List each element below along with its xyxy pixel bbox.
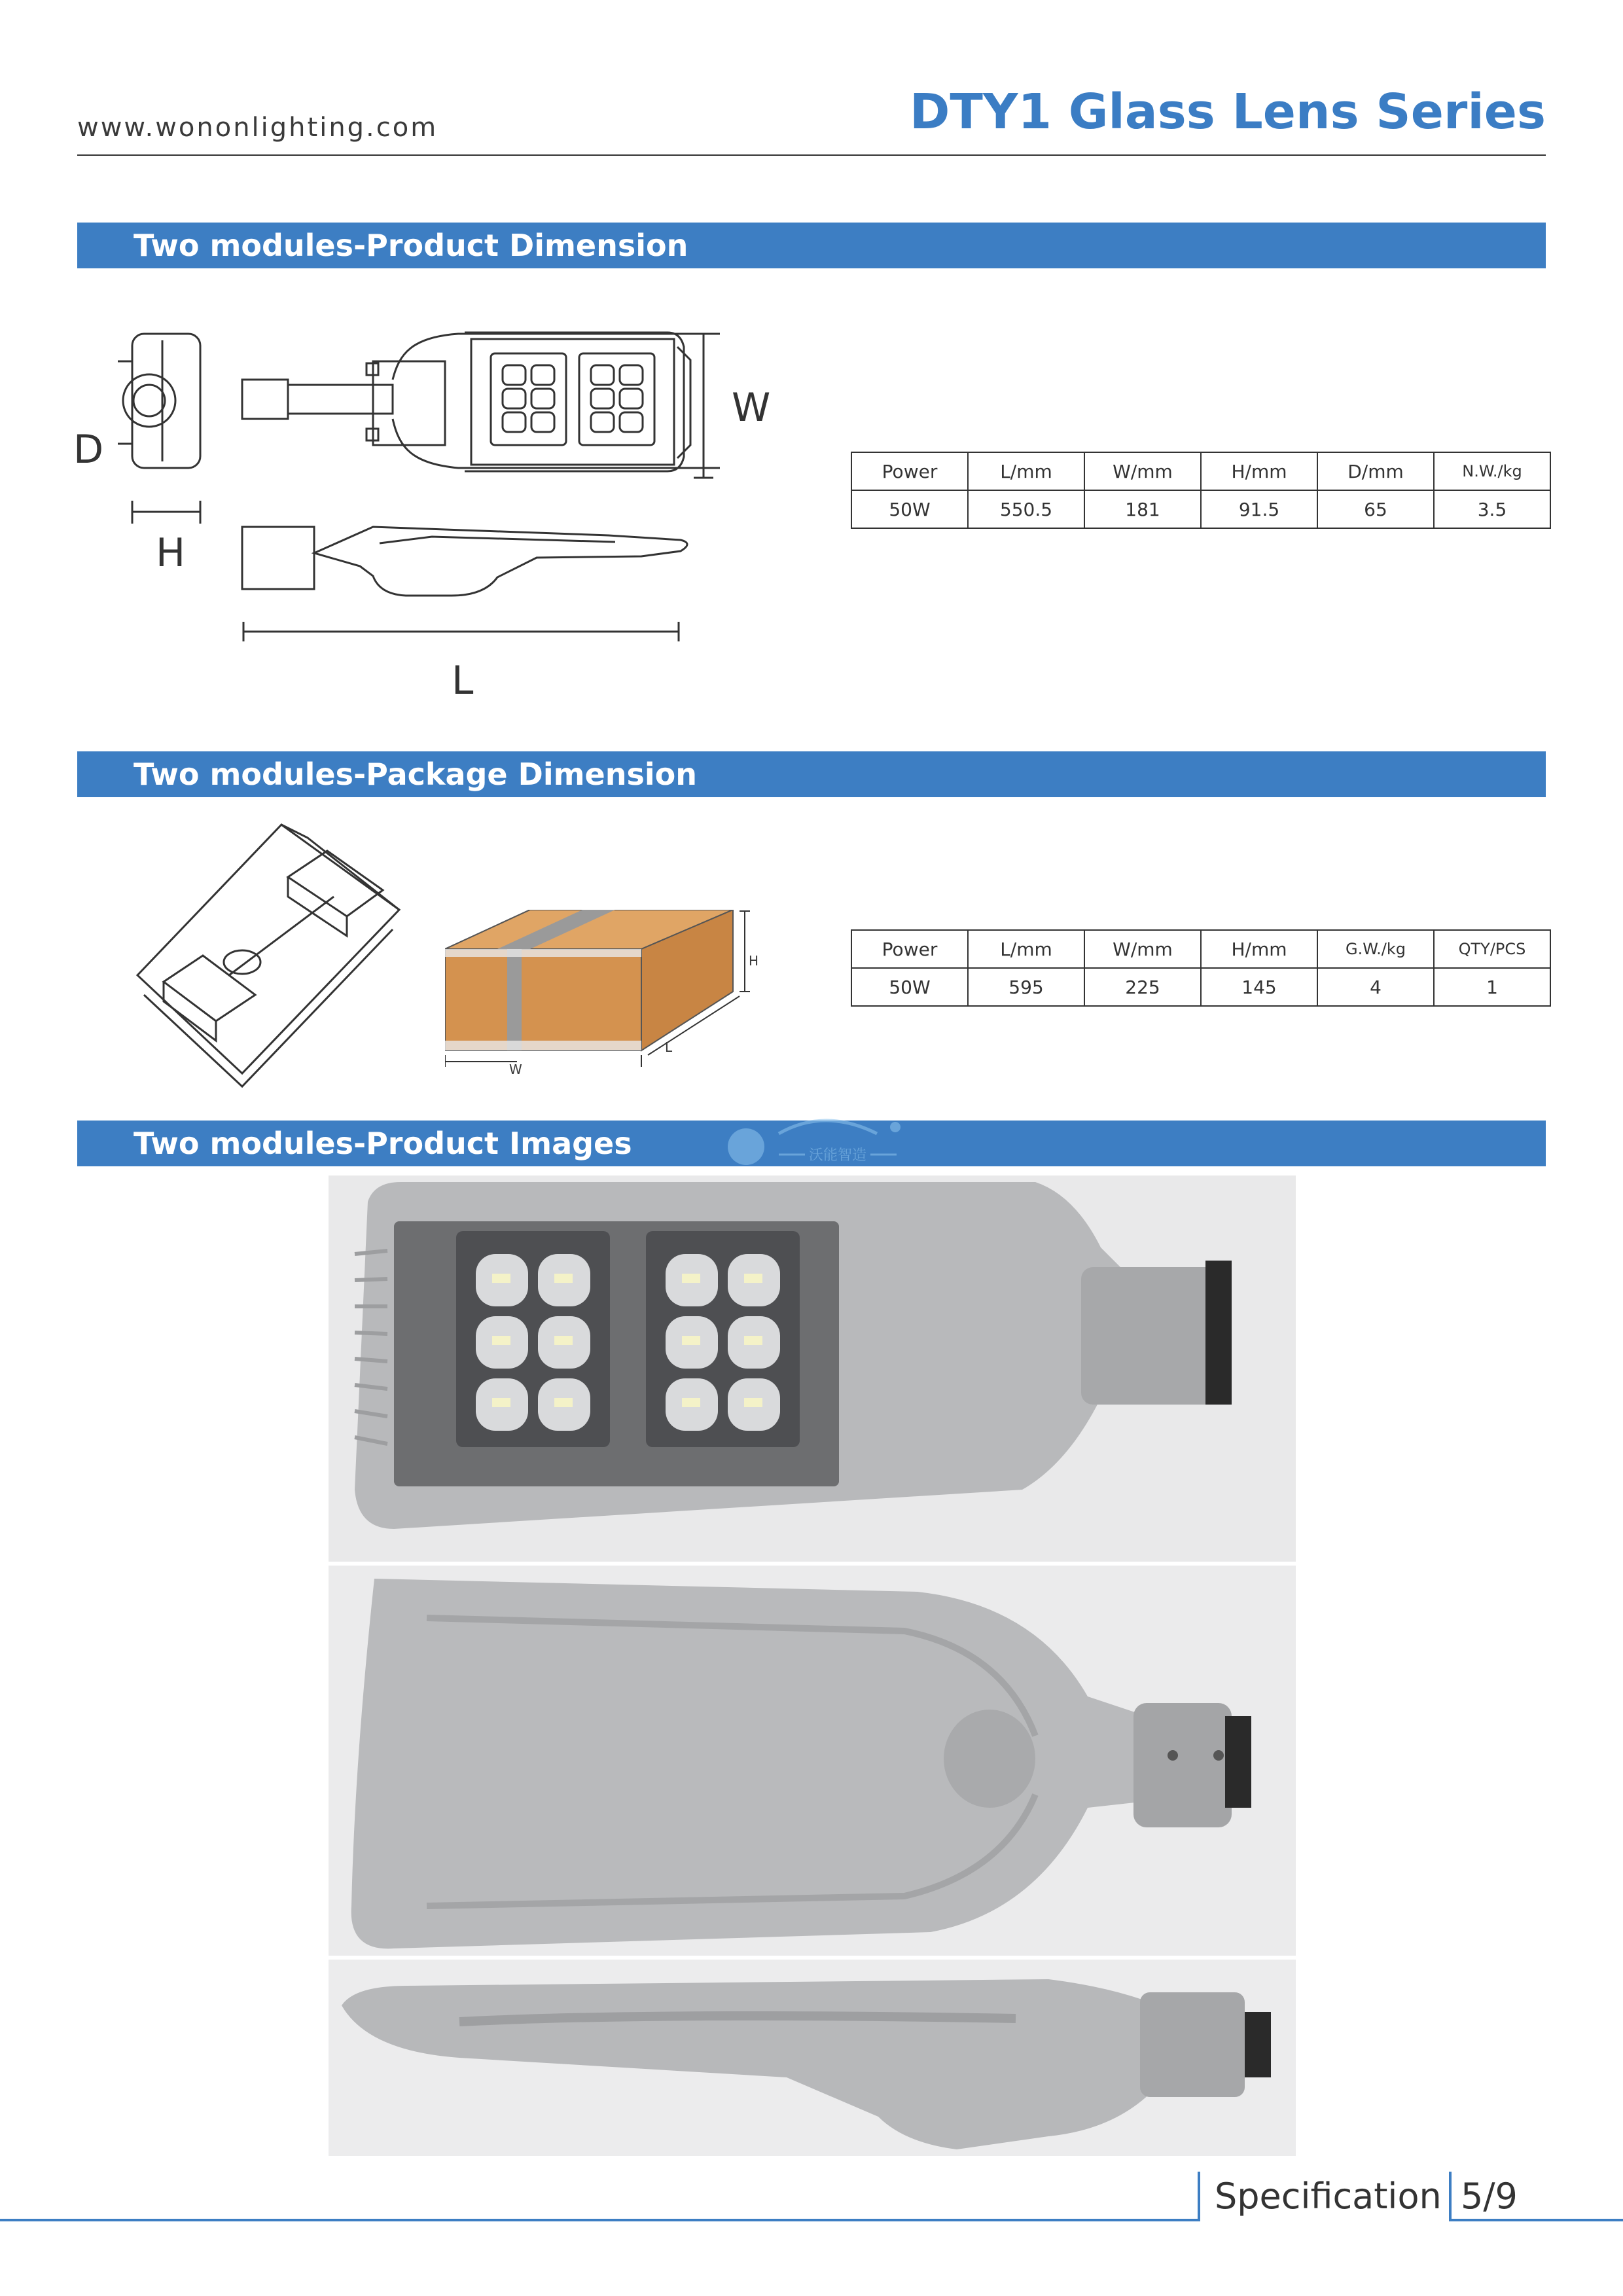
table-cell: 65 [1317, 490, 1434, 528]
footer-divider-left [0, 2219, 1198, 2221]
table-header-cell: Power [851, 452, 968, 490]
series-title: DTY1 Glass Lens Series [909, 84, 1546, 140]
table-header-cell: D/mm [1317, 452, 1434, 490]
table-header-cell: QTY/PCS [1434, 930, 1550, 968]
table-cell: 595 [968, 968, 1084, 1006]
table-header-cell: N.W./kg [1434, 452, 1550, 490]
table-header-cell: H/mm [1201, 930, 1317, 968]
table-cell: 50W [851, 490, 968, 528]
table-cell: 91.5 [1201, 490, 1317, 528]
product-dimension-table [851, 452, 1551, 529]
table-header-cell: H/mm [1201, 452, 1317, 490]
package-label-l: L [665, 1039, 673, 1055]
dimension-label-w: W [732, 385, 771, 431]
table-cell: 50W [851, 968, 968, 1006]
table-cell: 1 [1434, 968, 1550, 1006]
website-url: www.wononlighting.com [77, 113, 438, 143]
table-header-cell: L/mm [968, 452, 1084, 490]
footer-label: Specification [1215, 2176, 1442, 2217]
table-header-cell: W/mm [1084, 452, 1201, 490]
section-package-dimension: Two modules-Package Dimension [77, 751, 1546, 797]
table-header-row [851, 452, 1550, 490]
table-header-cell: Power [851, 930, 968, 968]
table-cell: 181 [1084, 490, 1201, 528]
product-dimension-drawing [65, 308, 720, 713]
table-cell: 225 [1084, 968, 1201, 1006]
table-header-cell: L/mm [968, 930, 1084, 968]
table-header-cell: W/mm [1084, 930, 1201, 968]
section-product-images: Two modules-Product Images [77, 1121, 1546, 1166]
package-open-box-drawing [131, 812, 432, 1093]
package-label-w: W [509, 1062, 522, 1077]
package-dimension-table [851, 929, 1551, 1007]
footer-separator [1198, 2172, 1200, 2221]
package-box-drawing [445, 910, 772, 1080]
table-row [851, 968, 1550, 1006]
brand-logo-watermark [720, 1114, 916, 1173]
table-cell: 550.5 [968, 490, 1084, 528]
dimension-label-l: L [452, 658, 474, 704]
footer-divider-right [1449, 2219, 1623, 2221]
table-cell: 4 [1317, 968, 1434, 1006]
dimension-label-h: H [156, 530, 186, 576]
product-photo-side-view [329, 1960, 1296, 2156]
page-number: 5/9 [1461, 2176, 1518, 2217]
product-photo-top-view [329, 1175, 1296, 1562]
footer-separator [1449, 2172, 1452, 2221]
section-product-dimension: Two modules-Product Dimension [77, 223, 1546, 268]
table-header-cell: G.W./kg [1317, 930, 1434, 968]
product-photo-back-view [329, 1566, 1296, 1956]
table-row [851, 490, 1550, 528]
table-cell: 3.5 [1434, 490, 1550, 528]
watermark-text: 沃能智造 [808, 1147, 867, 1164]
table-cell: 145 [1201, 968, 1317, 1006]
header-divider [77, 154, 1546, 156]
dimension-label-d: D [73, 427, 104, 473]
package-label-h: H [749, 953, 759, 969]
table-header-row [851, 930, 1550, 968]
